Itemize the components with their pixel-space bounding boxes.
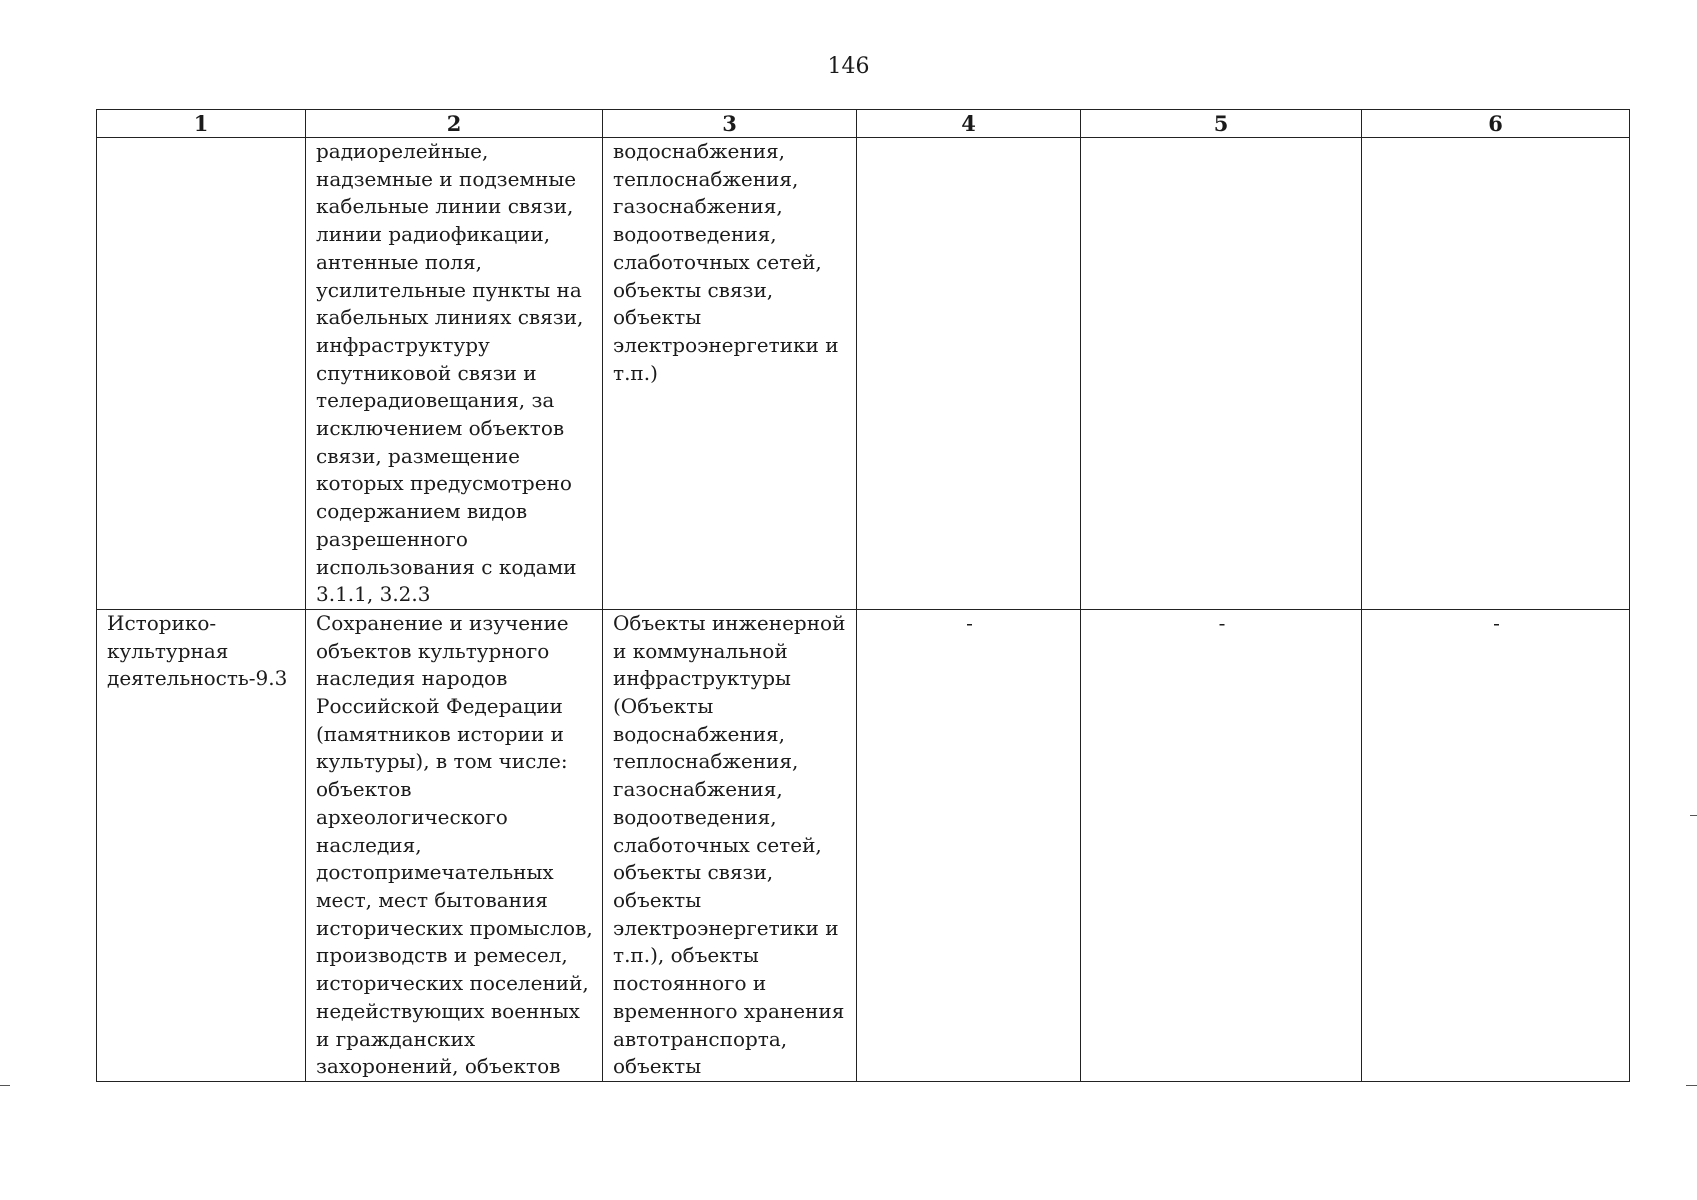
table-cell [97, 138, 306, 610]
table-row [97, 138, 1630, 610]
column-header-1: 1 [97, 110, 306, 138]
cell-text: Сохранение и изучение объектов культурного наследия народов Российской Федерации (памятников истории и культуры), в том числе: объектов археологического наследия, достопримечательных мест, мест бытования исторических промыслов, производств и ремесел, исторических поселений, недействующих военных и гражданских захоронений, объектов [316, 610, 593, 1079]
column-header-6: 6 [1362, 110, 1630, 138]
scan-margin-mark-left [0, 1085, 10, 1086]
table-cell [603, 609, 857, 1081]
table-cell [306, 138, 603, 610]
table-cell [857, 138, 1081, 610]
table-cell [97, 609, 306, 1081]
table-cell [1081, 609, 1362, 1081]
table-row [97, 609, 1630, 1081]
table-cell [1362, 138, 1630, 610]
table-cell [857, 609, 1081, 1081]
table-cell [603, 138, 857, 610]
cell-text: - [966, 610, 973, 635]
cell-text: радиорелейные, надземные и подземные кабельные линии связи, линии радиофикации, антенные поля, усилительные пункты на кабельных линиях связи, инфраструктуру спутниковой связи и телерадиовещания, за исключением объектов связи, размещение которых предусмотрено содержанием видов разрешенного использования с кодами 3.1.1, 3.2.3 [316, 139, 584, 607]
cell-text: Объекты инженерной и коммунальной инфраструктуры (Объекты водоснабжения, теплоснабжения, газоснабжения, водоотведения, слаботочных сетей, объекты связи, объекты электроэнергетики и т.п.), объекты постоянного и временного хранения автотранспорта, объекты [613, 610, 846, 1079]
table-cell [306, 609, 603, 1081]
page-number: 146 [827, 54, 870, 79]
column-header-4: 4 [857, 110, 1081, 138]
cell-text: - [1493, 610, 1500, 635]
cell-text: Историко- культурная деятельность-9.3 [107, 610, 288, 691]
column-header-3: 3 [603, 110, 857, 138]
cell-text: - [1218, 610, 1226, 635]
land-use-table [96, 109, 1630, 1082]
table-header-row [97, 110, 1630, 138]
table-cell [1362, 609, 1630, 1081]
cell-text: водоснабжения, теплоснабжения, газоснабжения, водоотведения, слаботочных сетей, объекты связи, объекты электроэнергетики и т.п.) [613, 139, 839, 385]
column-header-2: 2 [306, 110, 603, 138]
scan-margin-mark-right [1686, 1085, 1697, 1086]
table-cell [1081, 138, 1362, 610]
column-header-5: 5 [1081, 110, 1362, 138]
scan-margin-mark-right-upper [1690, 815, 1697, 816]
